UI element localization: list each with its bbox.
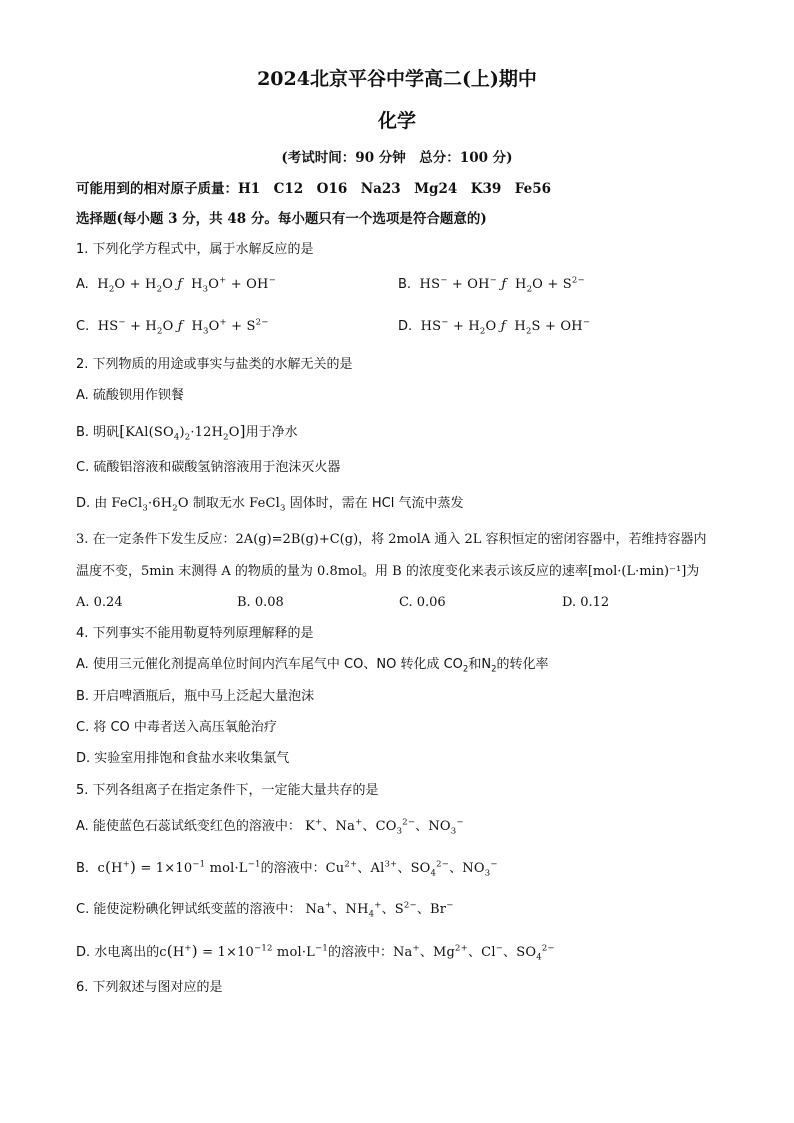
q1-option-c: C. $HS^- + H_2O$ ƒ $H_3O^+ + S^{2-}$ (76, 317, 269, 337)
q5-option-c: C. 能使淀粉碘化钾试纸变蓝的溶液中： Na+、$NH_4^+$、$S^{2-}$、Br− (76, 900, 454, 920)
subject-title: 化学 (377, 110, 416, 132)
q4-option-d: D. 实验室用排饱和食盐水来收集氯气 (76, 751, 290, 766)
q3-stem-line1: 3. 在一定条件下发生反应：2A(g)=2B(g)+C(g)，将 2molA 通入 2L 容积恒定的密闭容器中，若维持容器内 (76, 532, 707, 547)
q4-stem: 4. 下列事实不能用勒夏特列原理解释的是 (76, 626, 314, 641)
q3-option-a: A. 0.24 (76, 595, 123, 610)
q3-option-c: C. 0.06 (399, 595, 446, 610)
q2-stem: 2. 下列物质的用途或事实与盐类的水解无关的是 (76, 357, 353, 372)
q4-option-b: B. 开启啤酒瓶后，瓶中马上泛起大量泡沫 (76, 689, 315, 704)
exam-title: 2024北京平谷中学高二(上)期中 (257, 68, 537, 90)
q6-stem: 6. 下列叙述与图对应的是 (76, 980, 223, 995)
q3-option-d: D. 0.12 (562, 595, 610, 610)
q3-option-b: B. 0.08 (237, 595, 284, 610)
q1-option-a: A. $H_2O + H_2O$ ƒ $H_3O^+ + OH^-$ (76, 275, 276, 295)
exam-info: (考试时间：90 分钟 总分：100 分) (281, 150, 513, 166)
section-title: 选择题(每小题 3 分，共 48 分。每小题只有一个选项是符合题意的) (76, 211, 487, 227)
q2-option-d: D. 由 $FeCl_3\cdot 6H_2O$ 制取无水 FeCl$_3$ 固体时，需在 HCl 气流中蒸发 (76, 496, 464, 514)
q5-option-a: A. 能使蓝色石蕊试纸变红色的溶液中： K+、Na+、$CO_3^{2-}$、$NO_3^-$ (76, 817, 464, 837)
q2-option-c: C. 硫酸铝溶液和碳酸氢钠溶液用于泡沫灭火器 (76, 460, 341, 475)
q2-option-a: A. 硫酸钡用作钡餐 (76, 388, 184, 403)
q1-stem: 1. 下列化学方程式中，属于水解反应的是 (76, 242, 314, 257)
q4-option-c: C. 将 CO 中毒者送入高压氧舱治疗 (76, 720, 277, 735)
q2-option-b: B. 明矾$[KAl(SO_4)_2\cdot 12H_2O]$用于净水 (76, 422, 298, 443)
q1-option-d: D. $HS^- + H_2O$ ƒ $H_2S + OH^-$ (398, 317, 591, 337)
q3-stem-line2: 温度不变，5min 末测得 A 的物质的量为 0.8mol。用 B 的浓度变化来表示该反应的速率[mol·(L·min)⁻¹]为 (76, 564, 700, 579)
q5-option-b: B. $c(H^+) = 1\times 10^{-1}$ $mol\cdot L^{-1}$的溶液中：$Cu^{2+}$、$Al^{3+}$、$SO_4^{2-}$、$NO_3^-$ (76, 858, 498, 879)
q5-stem: 5. 下列各组离子在指定条件下，一定能大量共存的是 (76, 783, 379, 798)
q4-option-a: A. 使用三元催化剂提高单位时间内汽车尾气中 CO、NO 转化成 $CO_2$和$N_2$的转化率 (76, 657, 549, 675)
q5-option-d: D. 水电离出的$c(H^+) = 1\times 10^{-12}$ $mol\cdot L^{-1}$的溶液中：Na+、$Mg^{2+}$、Cl−、$SO_4^{2-}$ (76, 942, 555, 963)
q1-option-b: B. HS− + OH− ƒ $H_2O + S^{2-}$ (398, 275, 585, 295)
atomic-masses: 可能用到的相对原子质量：H1 C12 O16 Na23 Mg24 K39 Fe56 (76, 181, 552, 197)
